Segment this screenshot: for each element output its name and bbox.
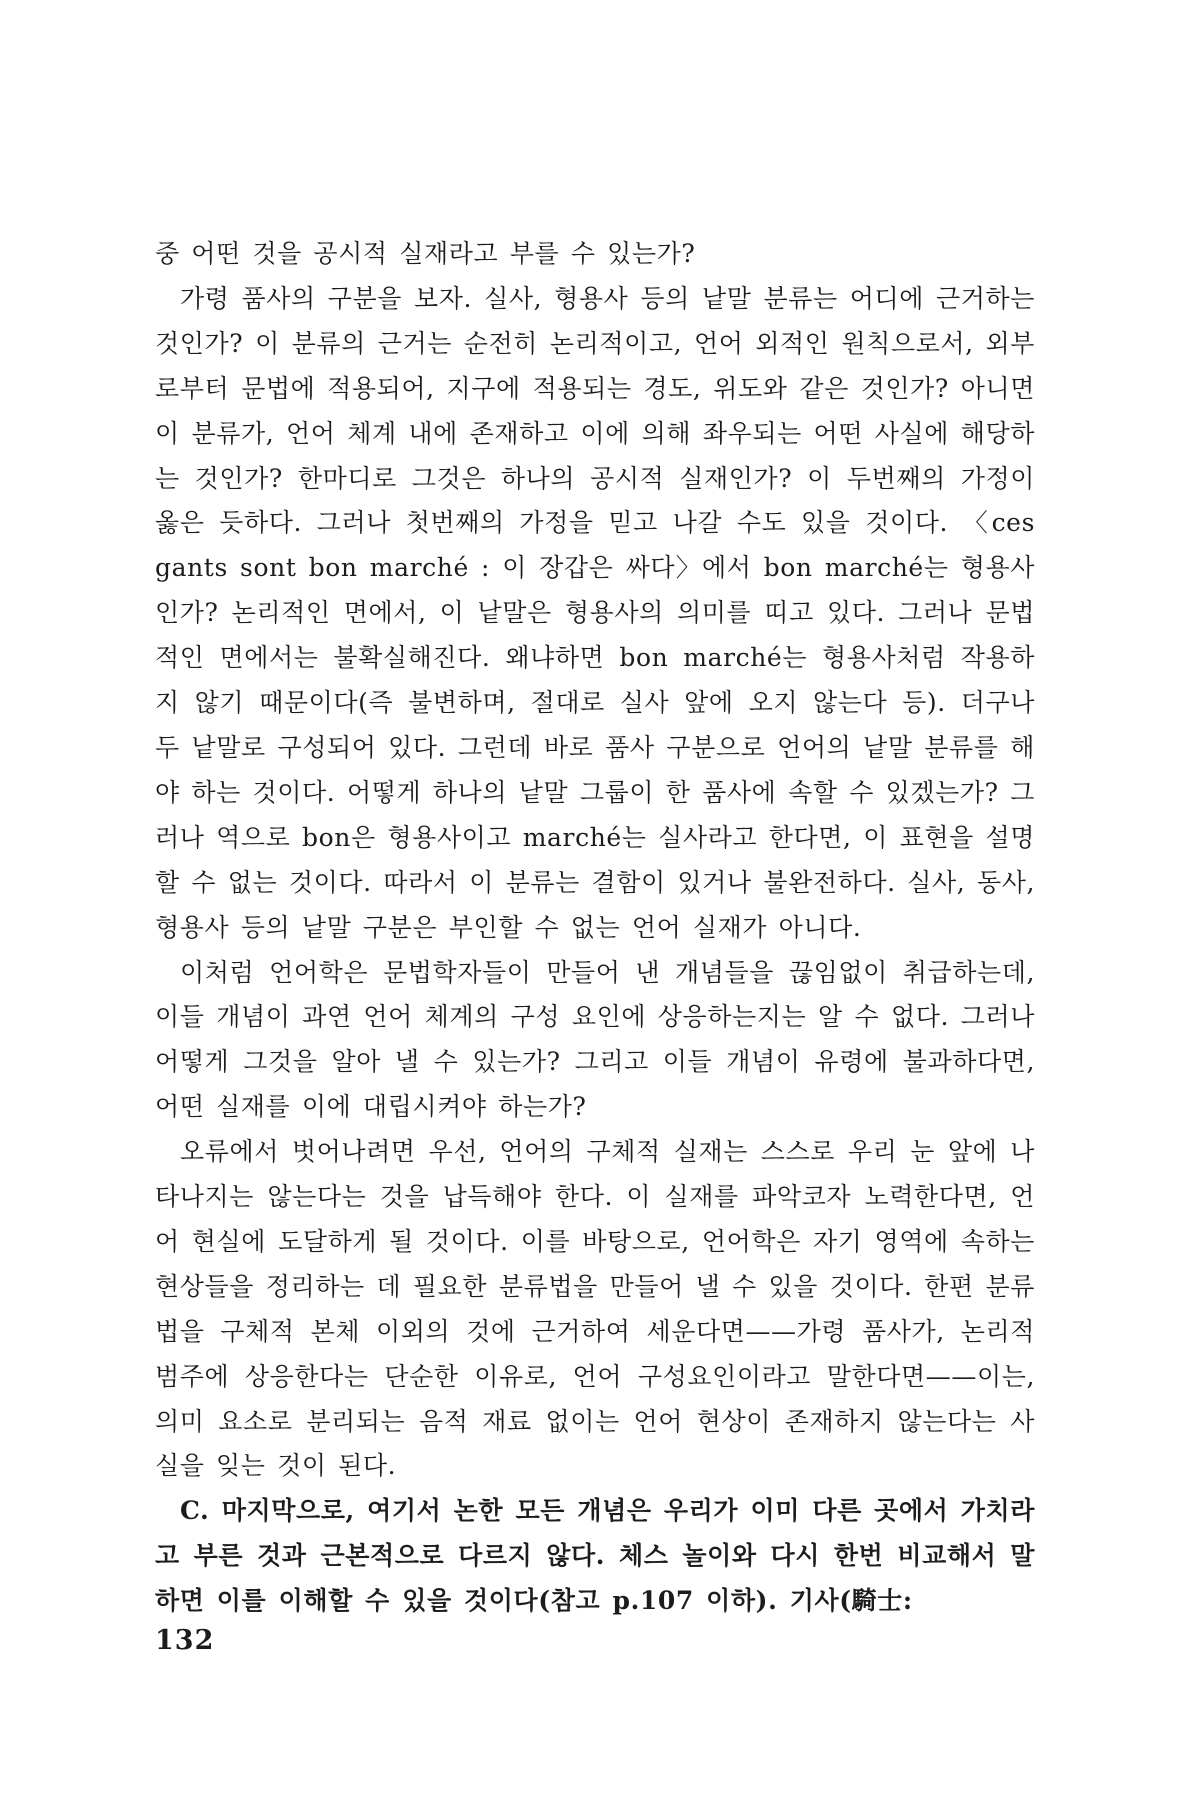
paragraph-2: 가령 품사의 구분을 보자. 실사, 형용사 등의 낱말 분류는 어디에 근거하는 것인가? 이 분류의 근거는 순전히 논리적이고, 언어 외적인 원칙으로서, 외부로부터 문법에 적용되어, 지구에 적용되는 경도, 위도와 같은 것인가? 아니면 이 분류가, 언어 체계 내에 존재하고 이에 의해 좌우되는 어떤 사실에 해당하는 것인가? 한마디로 그것은 하나의 공시적 실재인가? 이 두번째의 가정이 옳은 듯하다. 그러나 첫번째의 가정을 믿고 나갈 수도 있을 것이다. 〈ces gants sont bon marché : 이 장갑은 싸다〉에서 bon marché는 형용사인가? 논리적인 면에서, 이 낱말은 형용사의 의미를 띠고 있다. 그러나 문법적인 면에서는 불확실해진다. 왜냐하면 bon marché는 형용사처럼 작용하지 않기 때문이다(즉 불변하며, 절대로 실사 앞에 오지 않는다 등). 더구나 두 낱말로 구성되어 있다. 그런데 바로 품사 구분으로 언어의 낱말 분류를 해야 하는 것이다. 어떻게 하나의 낱말 그룹이 한 품사에 속할 수 있겠는가? 그러나 역으로 bon은 형용사이고 marché는 실사라고 한다면, 이 표현을 설명할 수 없는 것이다. 따라서 이 분류는 결함이 있거나 불완전하다. 실사, 동사, 형용사 등의 낱말 구분은 부인할 수 없는 언어 실재가 아니다. [155,283,1035,942]
paragraph-3: 이처럼 언어학은 문법학자들이 만들어 낸 개념들을 끊임없이 취급하는데, 이들 개념이 과연 언어 체계의 구성 요인에 상응하는지는 알 수 없다. 그러나 어떻게 그것을 알아 낼 수 있는가? 그리고 이들 개념이 유령에 불과하다면, 어떤 실재를 이에 대립시켜야 하는가? [155,957,1035,1122]
paragraph-1: 중 어떤 것을 공시적 실재라고 부를 수 있는가? [155,239,696,268]
body-text [155,232,1035,1624]
paragraph-4: 오류에서 벗어나려면 우선, 언어의 구체적 실재는 스스로 우리 눈 앞에 나타나지는 않는다는 것을 납득해야 한다. 이 실재를 파악코자 노력한다면, 언어 현실에 도달하게 될 것이다. 이를 바탕으로, 언어학은 자기 영역에 속하는 현상들을 정리하는 데 필요한 분류법을 만들어 낼 수 있을 것이다. 한편 분류법을 구체적 본체 이외의 것에 근거하여 세운다면——가령 품사가, 논리적 범주에 상응한다는 단순한 이유로, 언어 구성요인이라고 말한다면——이는, 의미 요소로 분리되는 음적 재료 없이는 언어 현상이 존재하지 않는다는 사실을 잊는 것이 된다. [155,1137,1035,1481]
paragraph-5: C. 마지막으로, 여기서 논한 모든 개념은 우리가 이미 다른 곳에서 가치라고 부른 것과 근본적으로 다르지 않다. 체스 놀이와 다시 한번 비교해서 말하면 이를 이해할 수 있을 것이다(참고 p.107 이하). 기사(騎士: [155,1496,1035,1616]
page-number: 132 [155,1625,215,1656]
